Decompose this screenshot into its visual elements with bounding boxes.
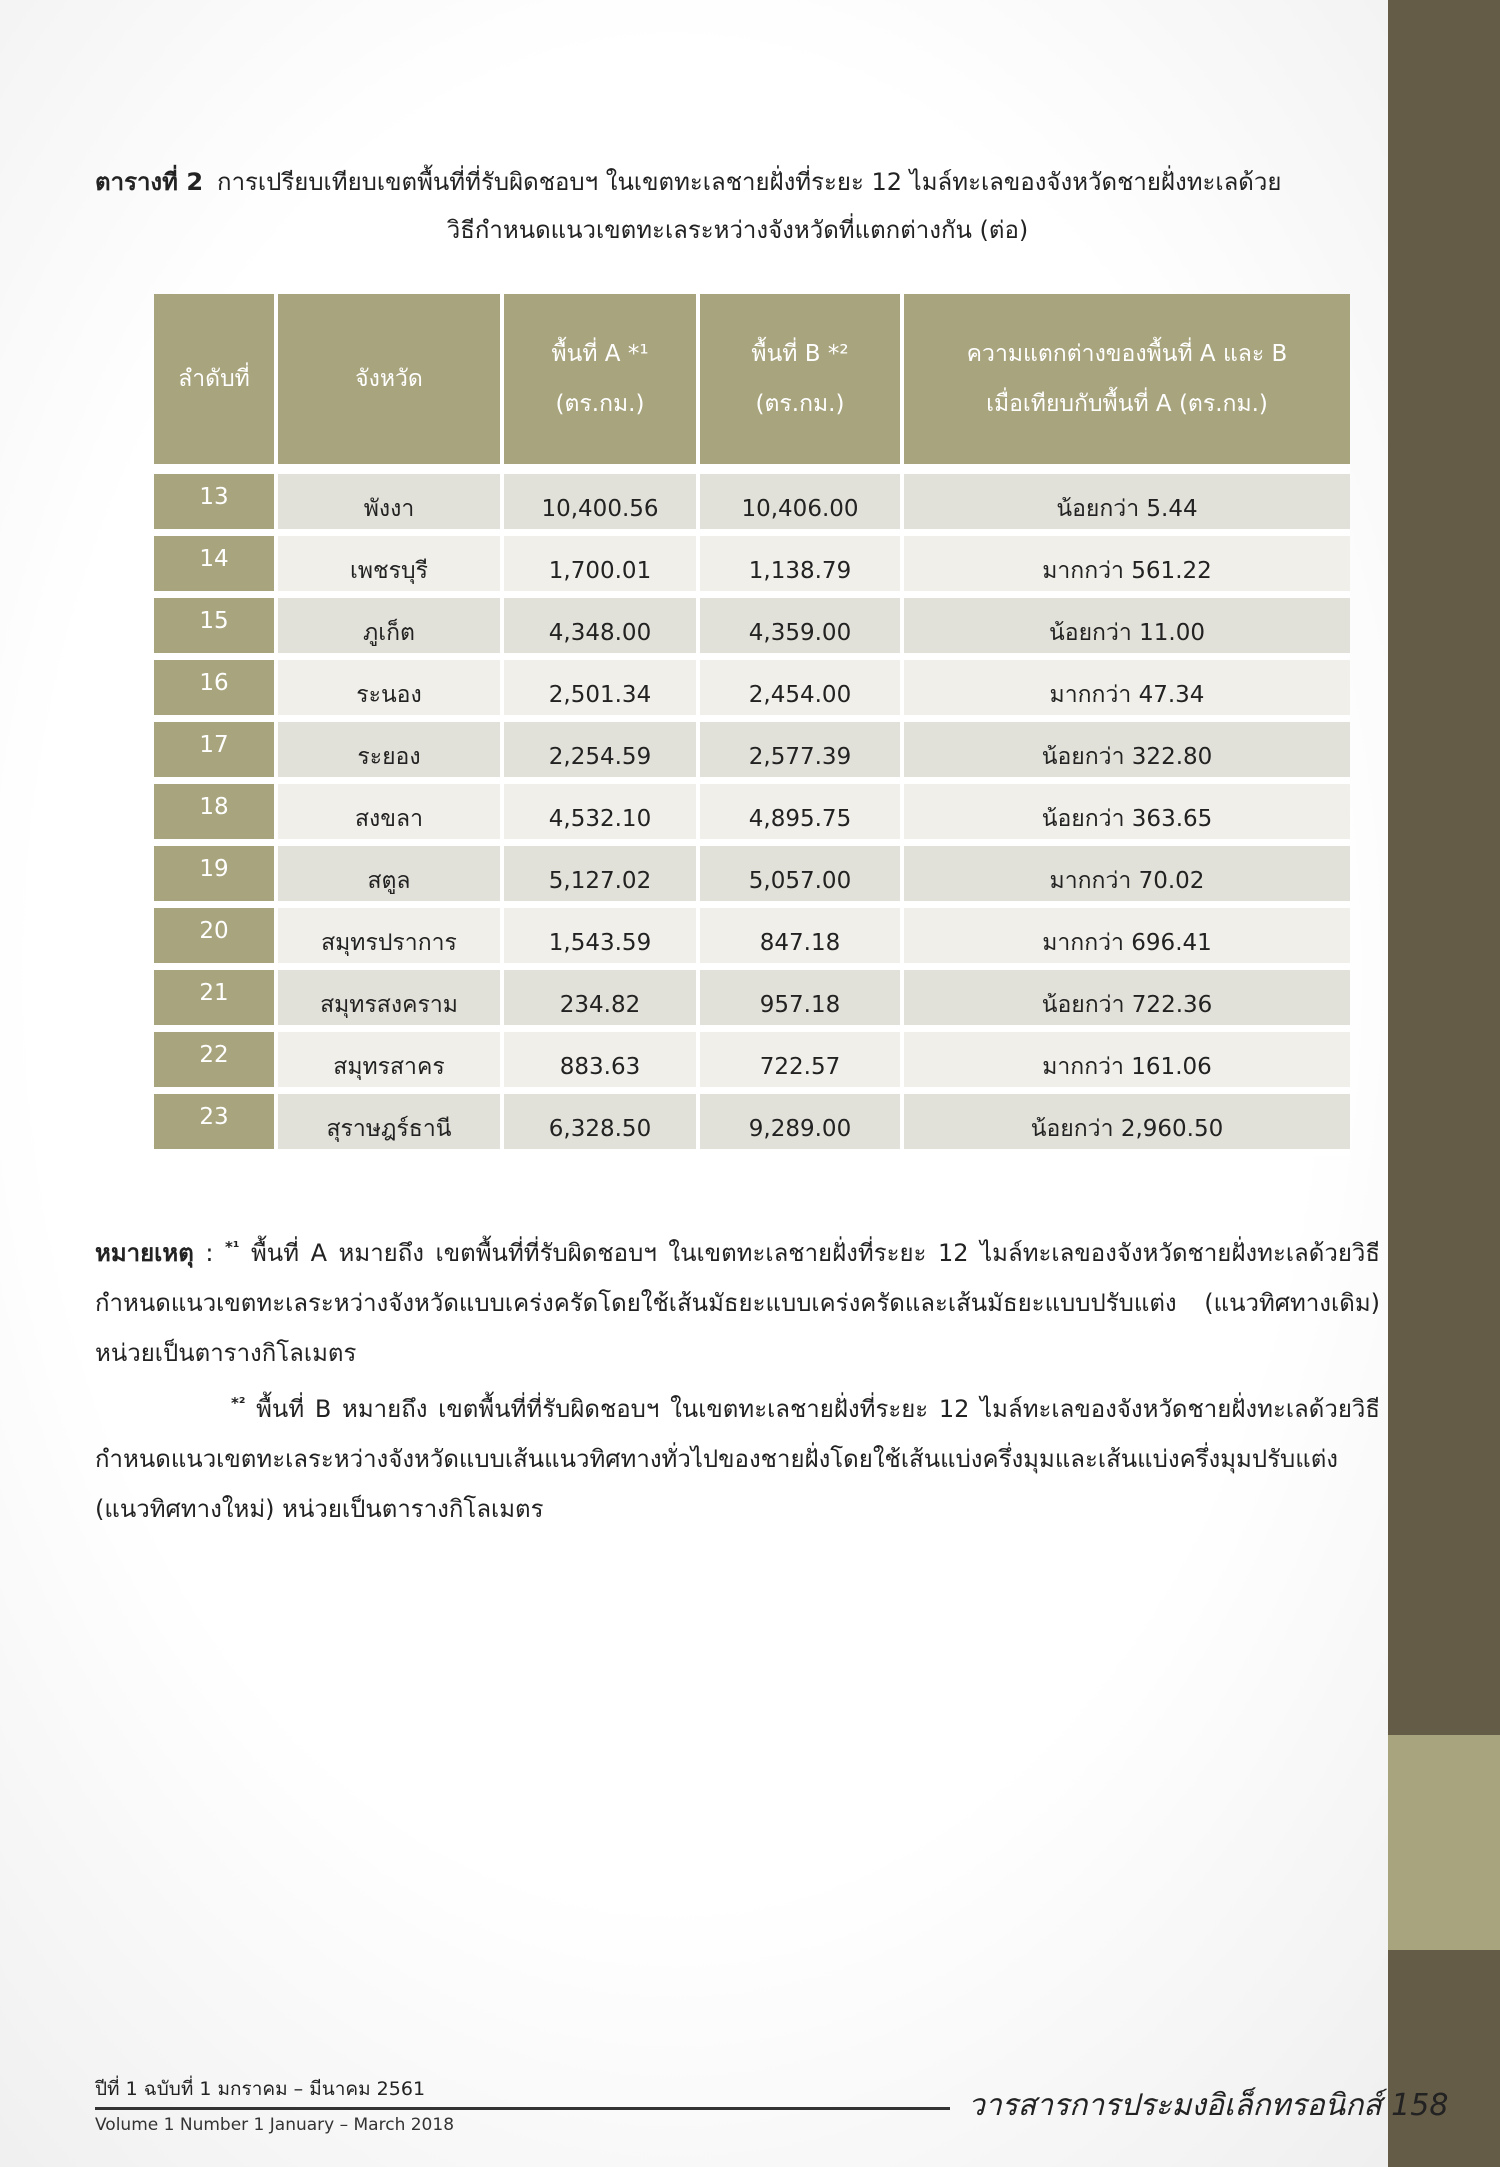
cell-difference: น้อยกว่า 722.36 [904,970,1350,1032]
cell-difference: มากกว่า 561.22 [904,536,1350,598]
header-area-a [504,294,696,474]
table-row [154,660,1350,722]
cell-area-b: 9,289.00 [700,1094,900,1156]
cell-area-a: 4,532.10 [504,784,696,846]
table-row [154,536,1350,598]
cell-difference: มากกว่า 47.34 [904,660,1350,722]
cell-province: สมุทรปราการ [278,908,500,970]
footnote-2 [95,1378,1380,1534]
cell-area-a: 234.82 [504,970,696,1032]
journal-title: วารสารการประมงอิเล็กทรอนิกส์ [968,2088,1382,2123]
cell-province: สตูล [278,846,500,908]
cell-province: ภูเก็ต [278,598,500,660]
cell-area-a: 1,700.01 [504,536,696,598]
cell-no: 16 [154,660,274,722]
footnote-2-text: พื้นที่ B หมายถึง เขตพื้นที่ที่รับผิดชอบฯ ในเขตทะเลชายฝั่งที่ระยะ 12 ไมล์ทะเลของจังหวัดชายฝั่งทะเลด้วยวิธีกำหนดแนวเขตทะเลระหว่างจังหวัดแบบเส้นแนวทิศทางทั่วไปของชายฝั่งโดยใช้เส้นแบ่งครึ่งมุมและเส้นแบ่งครึ่งมุมปรับแต่ง (แนวทิศทางใหม่) หน่วยเป็นตารางกิโลเมตร [95,1395,1380,1523]
cell-area-b: 10,406.00 [700,474,900,536]
footer-divider [95,2107,950,2110]
table-row [154,722,1350,784]
cell-difference: น้อยกว่า 11.00 [904,598,1350,660]
table-row [154,908,1350,970]
cell-area-a: 2,254.59 [504,722,696,784]
cell-area-b: 957.18 [700,970,900,1032]
cell-province: สุราษฎร์ธานี [278,1094,500,1156]
table-row [154,784,1350,846]
cell-province: สมุทรสงคราม [278,970,500,1032]
cell-no: 14 [154,536,274,598]
cell-difference: น้อยกว่า 363.65 [904,784,1350,846]
cell-no: 17 [154,722,274,784]
table-header-row [154,294,1350,474]
cell-area-a: 1,543.59 [504,908,696,970]
comparison-table [150,294,1354,1156]
cell-area-b: 722.57 [700,1032,900,1094]
cell-area-a: 5,127.02 [504,846,696,908]
cell-difference: มากกว่า 696.41 [904,908,1350,970]
cell-area-b: 1,138.79 [700,536,900,598]
caption-text-1: การเปรียบเทียบเขตพื้นที่ที่รับผิดชอบฯ ในเขตทะเลชายฝั่งที่ระยะ 12 ไมล์ทะเลของจังหวัดชายฝั่งทะเลด้วย [217,168,1282,196]
cell-difference: น้อยกว่า 322.80 [904,722,1350,784]
cell-difference: น้อยกว่า 2,960.50 [904,1094,1350,1156]
cell-difference: มากกว่า 161.06 [904,1032,1350,1094]
cell-no: 18 [154,784,274,846]
cell-area-a: 2,501.34 [504,660,696,722]
page-number: 158 [1391,2088,1449,2123]
cell-no: 22 [154,1032,274,1094]
footnotes [95,1222,1380,1534]
header-difference [904,294,1350,474]
header-area-b-unit: (ตร.กม.) [755,391,845,417]
footnote-label: หมายเหตุ [95,1239,194,1267]
header-difference-line-2: เมื่อเทียบกับพื้นที่ A (ตร.กม.) [986,391,1268,417]
table-caption [95,158,1380,254]
footnote-1-text: พื้นที่ A หมายถึง เขตพื้นที่ที่รับผิดชอบฯ ในเขตทะเลชายฝั่งที่ระยะ 12 ไมล์ทะเลของจังหวัดชายฝั่งทะเลด้วยวิธีกำหนดแนวเขตทะเลระหว่างจังหวัดแบบเคร่งครัดโดยใช้เส้นมัธยะแบบเคร่งครัดและเส้นมัธยะแบบปรับแต่ง (แนวทิศทางเดิม) หน่วยเป็นตารางกิโลเมตร [95,1239,1381,1367]
cell-area-b: 847.18 [700,908,900,970]
header-area-b [700,294,900,474]
cell-province: เพชรบุรี [278,536,500,598]
cell-area-b: 5,057.00 [700,846,900,908]
table-row [154,1032,1350,1094]
caption-line-2: วิธีกำหนดแนวเขตทะเลระหว่างจังหวัดที่แตกต่างกัน (ต่อ) [446,216,1029,244]
footnote-1 [95,1222,1380,1378]
sidebar-accent-block [1388,1735,1500,1950]
cell-area-a: 6,328.50 [504,1094,696,1156]
footer-issue-english: Volume 1 Number 1 January – March 2018 [95,2115,455,2135]
header-province: จังหวัด [278,294,500,474]
cell-area-b: 2,454.00 [700,660,900,722]
footnote-separator: : [193,1239,225,1267]
header-difference-line-1: ความแตกต่างของพื้นที่ A และ B [966,341,1288,367]
journal-name [968,2082,1448,2129]
table-row [154,474,1350,536]
caption-label: ตารางที่ 2 [95,168,204,196]
footer-issue-thai: ปีที่ 1 ฉบับที่ 1 มกราคม – มีนาคม 2561 [95,2078,426,2100]
cell-area-a: 883.63 [504,1032,696,1094]
cell-no: 20 [154,908,274,970]
table-row [154,970,1350,1032]
cell-province: ระยอง [278,722,500,784]
cell-difference: น้อยกว่า 5.44 [904,474,1350,536]
cell-area-b: 4,359.00 [700,598,900,660]
cell-province: พังงา [278,474,500,536]
cell-no: 13 [154,474,274,536]
footnote-2-mark: *² [231,1394,246,1412]
header-no: ลำดับที่ [154,294,274,474]
table-row [154,846,1350,908]
cell-area-a: 4,348.00 [504,598,696,660]
cell-no: 23 [154,1094,274,1156]
cell-area-b: 2,577.39 [700,722,900,784]
cell-no: 15 [154,598,274,660]
table-row [154,598,1350,660]
cell-province: สงขลา [278,784,500,846]
cell-area-b: 4,895.75 [700,784,900,846]
cell-difference: มากกว่า 70.02 [904,846,1350,908]
cell-area-a: 10,400.56 [504,474,696,536]
header-area-a-label: พื้นที่ A *¹ [551,341,649,367]
header-area-b-label: พื้นที่ B *² [751,341,849,367]
cell-province: ระนอง [278,660,500,722]
table-row [154,1094,1350,1156]
footnote-1-mark: *¹ [225,1238,240,1256]
caption-line-1 [95,158,1380,206]
header-area-a-unit: (ตร.กม.) [555,391,645,417]
cell-no: 21 [154,970,274,1032]
cell-no: 19 [154,846,274,908]
cell-province: สมุทรสาคร [278,1032,500,1094]
